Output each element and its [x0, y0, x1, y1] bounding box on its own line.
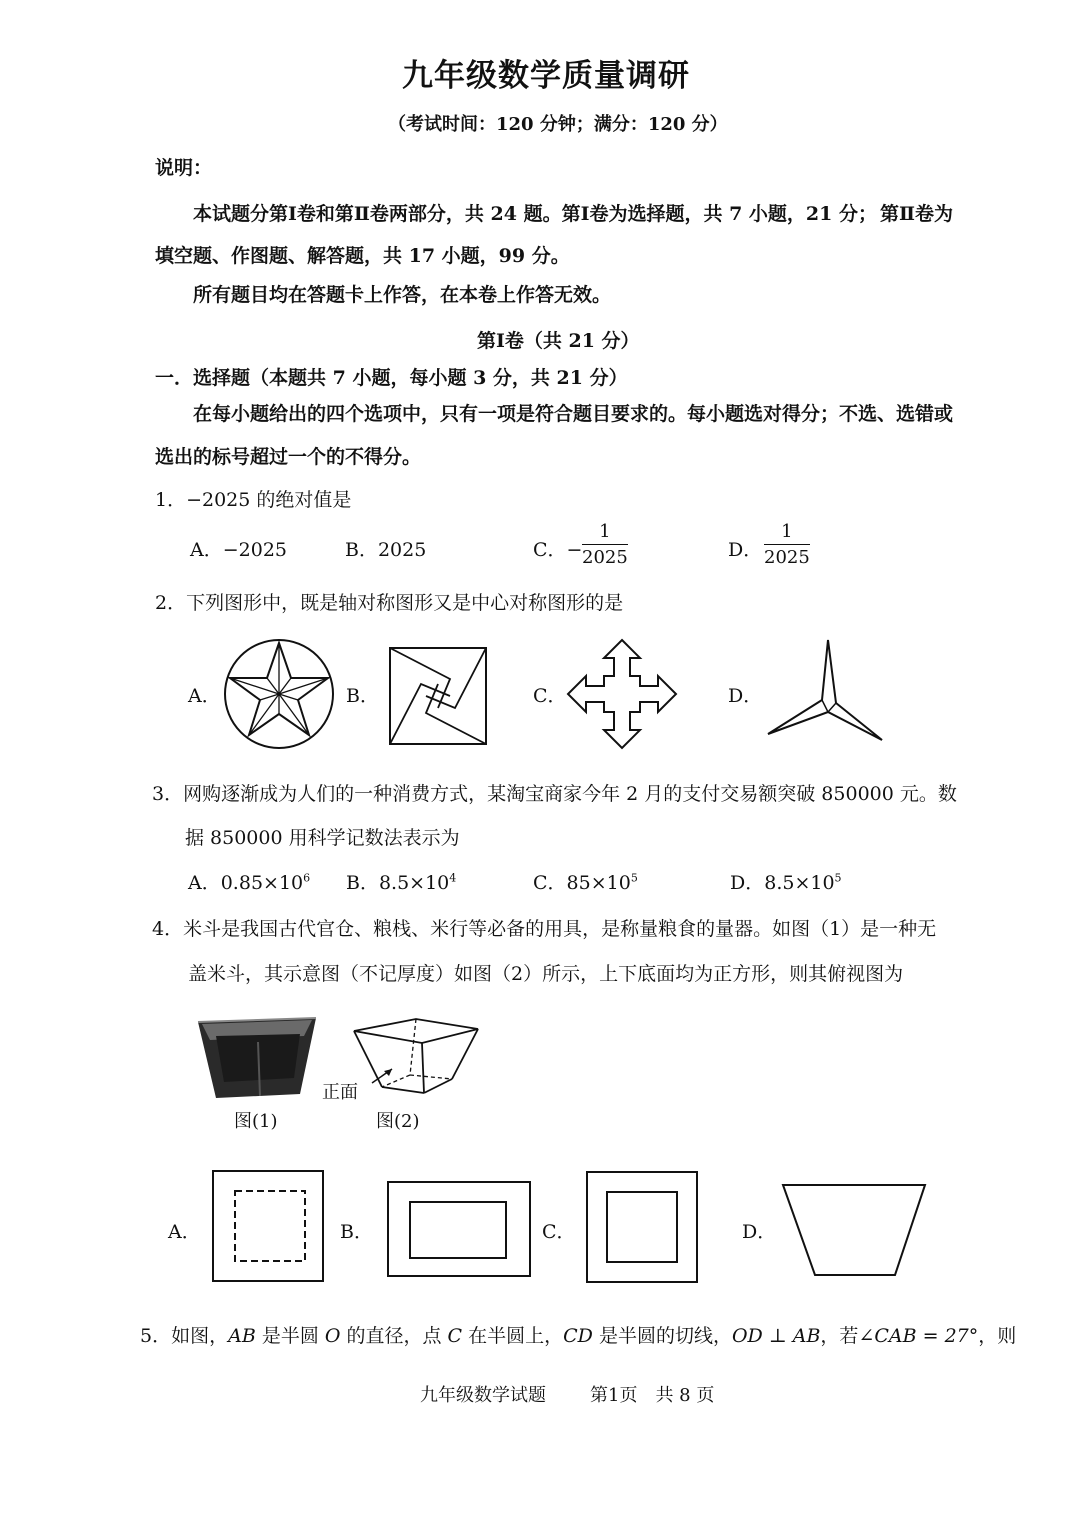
q1-option-b: B．2025: [345, 539, 427, 561]
q3-option-a: [188, 868, 310, 895]
q2-figure-d-tri-blade: [766, 638, 884, 744]
q5-var-ab: AB: [228, 1325, 256, 1347]
q1-d-numerator: 1: [764, 520, 810, 545]
q4-frustum-diagram: [352, 1017, 480, 1097]
exam-info: （考试时间：120 分钟；满分：120 分）: [388, 114, 728, 135]
q1-c-denominator: 2025: [582, 547, 628, 568]
q4-option-d-trapezoid: [781, 1181, 927, 1279]
rules-line-1: 在每小题给出的四个选项中，只有一项是符合题目要求的。每小题选对得分；不选、选错或: [193, 403, 954, 425]
q5-stem: [140, 1321, 1016, 1348]
q5-var-c: C: [447, 1325, 463, 1347]
q4-label-d: D．: [742, 1221, 777, 1243]
q5-var-o: O: [324, 1325, 341, 1347]
q3-b-base: B．8.5×10: [346, 872, 450, 894]
q2-stem: 2．下列图形中，既是轴对称图形又是中心对称图形的是: [155, 592, 624, 614]
q3-a-exponent: 6: [303, 871, 311, 885]
q5-text-4: 是半圆的切线，: [592, 1325, 732, 1347]
q4-label-c: C．: [542, 1221, 576, 1243]
q4-option-b-rectangles: [386, 1180, 532, 1278]
q2-label-c: C．: [533, 685, 567, 707]
part-heading: 一．选择题（本题共 7 小题，每小题 3 分，共 21 分）: [155, 367, 628, 389]
q4-label-a: A．: [168, 1221, 201, 1243]
q5-text-6: ，则: [978, 1325, 1017, 1347]
q4-front-label: 正面: [322, 1082, 358, 1103]
q4-figure-1-caption: 图(1): [234, 1111, 278, 1132]
q3-option-b: [346, 868, 456, 895]
q5-var-cd: CD: [563, 1325, 593, 1347]
q5-number: 5．如图，: [140, 1325, 229, 1347]
q5-text-5: ，若: [820, 1325, 859, 1347]
q2-label-b: B．: [346, 685, 379, 707]
q3-stem-line-1: 3．网购逐渐成为人们的一种消费方式，某淘宝商家今年 2 月的支付交易额突破 850000 元。数: [152, 783, 957, 805]
q2-label-d: D．: [728, 685, 763, 707]
rules-line-2: 选出的标号超过一个的不得分。: [155, 446, 422, 468]
q3-option-c: [533, 868, 638, 895]
q1-option-d-label: D．: [728, 539, 763, 561]
q4-rice-measure-photo: [196, 1012, 320, 1100]
q5-text-1: 是半圆: [255, 1325, 325, 1347]
q1-option-d-fraction: [764, 520, 810, 571]
q4-figure-2-caption: 图(2): [376, 1111, 420, 1132]
q3-stem-line-2: 据 850000 用科学记数法表示为: [185, 827, 460, 849]
page-title: 九年级数学质量调研: [402, 58, 690, 94]
q1-option-a: A．−2025: [190, 539, 287, 561]
q1-c-numerator: 1: [582, 520, 628, 545]
q3-c-base: C．85×10: [533, 872, 631, 894]
q5-angle: ∠CAB = 27°: [858, 1325, 979, 1347]
q2-figure-c-arrow-cross: [566, 638, 678, 750]
q3-c-exponent: 5: [630, 871, 638, 885]
q4-option-c-square-solid: [585, 1170, 699, 1284]
footer-subject: 九年级数学试题: [420, 1385, 546, 1406]
q5-text-2: 的直径，点: [340, 1325, 448, 1347]
q4-option-a-square-dashed: [211, 1169, 325, 1283]
q3-b-exponent: 4: [449, 871, 457, 885]
q1-option-c-fraction: [582, 520, 628, 571]
footer-page-number: 第1页 共 8 页: [590, 1385, 715, 1406]
q5-text-3: 在半圆上，: [462, 1325, 564, 1347]
q1-option-c-label: C．−: [533, 539, 583, 561]
q3-option-d: [730, 868, 842, 895]
q2-figure-a-star-circle: [222, 637, 336, 751]
instructions-heading: 说明：: [155, 157, 213, 179]
q3-d-base: D．8.5×10: [730, 872, 835, 894]
q2-figure-b-pinwheel-square: [388, 646, 488, 746]
q1-stem: 1．−2025 的绝对值是: [155, 489, 352, 511]
section-title: 第Ⅰ卷（共 21 分）: [477, 330, 640, 352]
instructions-line-1: 本试题分第Ⅰ卷和第Ⅱ卷两部分，共 24 题。第Ⅰ卷为选择题，共 7 小题，21 分；: [193, 203, 877, 225]
q2-label-a: A．: [188, 685, 221, 707]
q4-stem-line-2: 盖米斗，其示意图（不记厚度）如图（2）所示，上下底面均为正方形，则其俯视图为: [188, 963, 904, 985]
instructions-line-1-tail: 第Ⅱ卷为: [880, 203, 954, 225]
q5-perpendicular: OD ⊥ AB: [731, 1325, 821, 1347]
q3-d-exponent: 5: [834, 871, 842, 885]
q4-label-b: B．: [340, 1221, 373, 1243]
q1-d-denominator: 2025: [764, 547, 810, 568]
instructions-line-3: 所有题目均在答题卡上作答，在本卷上作答无效。: [193, 284, 612, 306]
q4-stem-line-1: 4．米斗是我国古代官仓、粮栈、米行等必备的用具，是称量粮食的量器。如图（1）是一种无: [152, 918, 937, 940]
q3-a-base: A．0.85×10: [188, 872, 304, 894]
instructions-line-2: 填空题、作图题、解答题，共 17 小题，99 分。: [155, 245, 570, 267]
